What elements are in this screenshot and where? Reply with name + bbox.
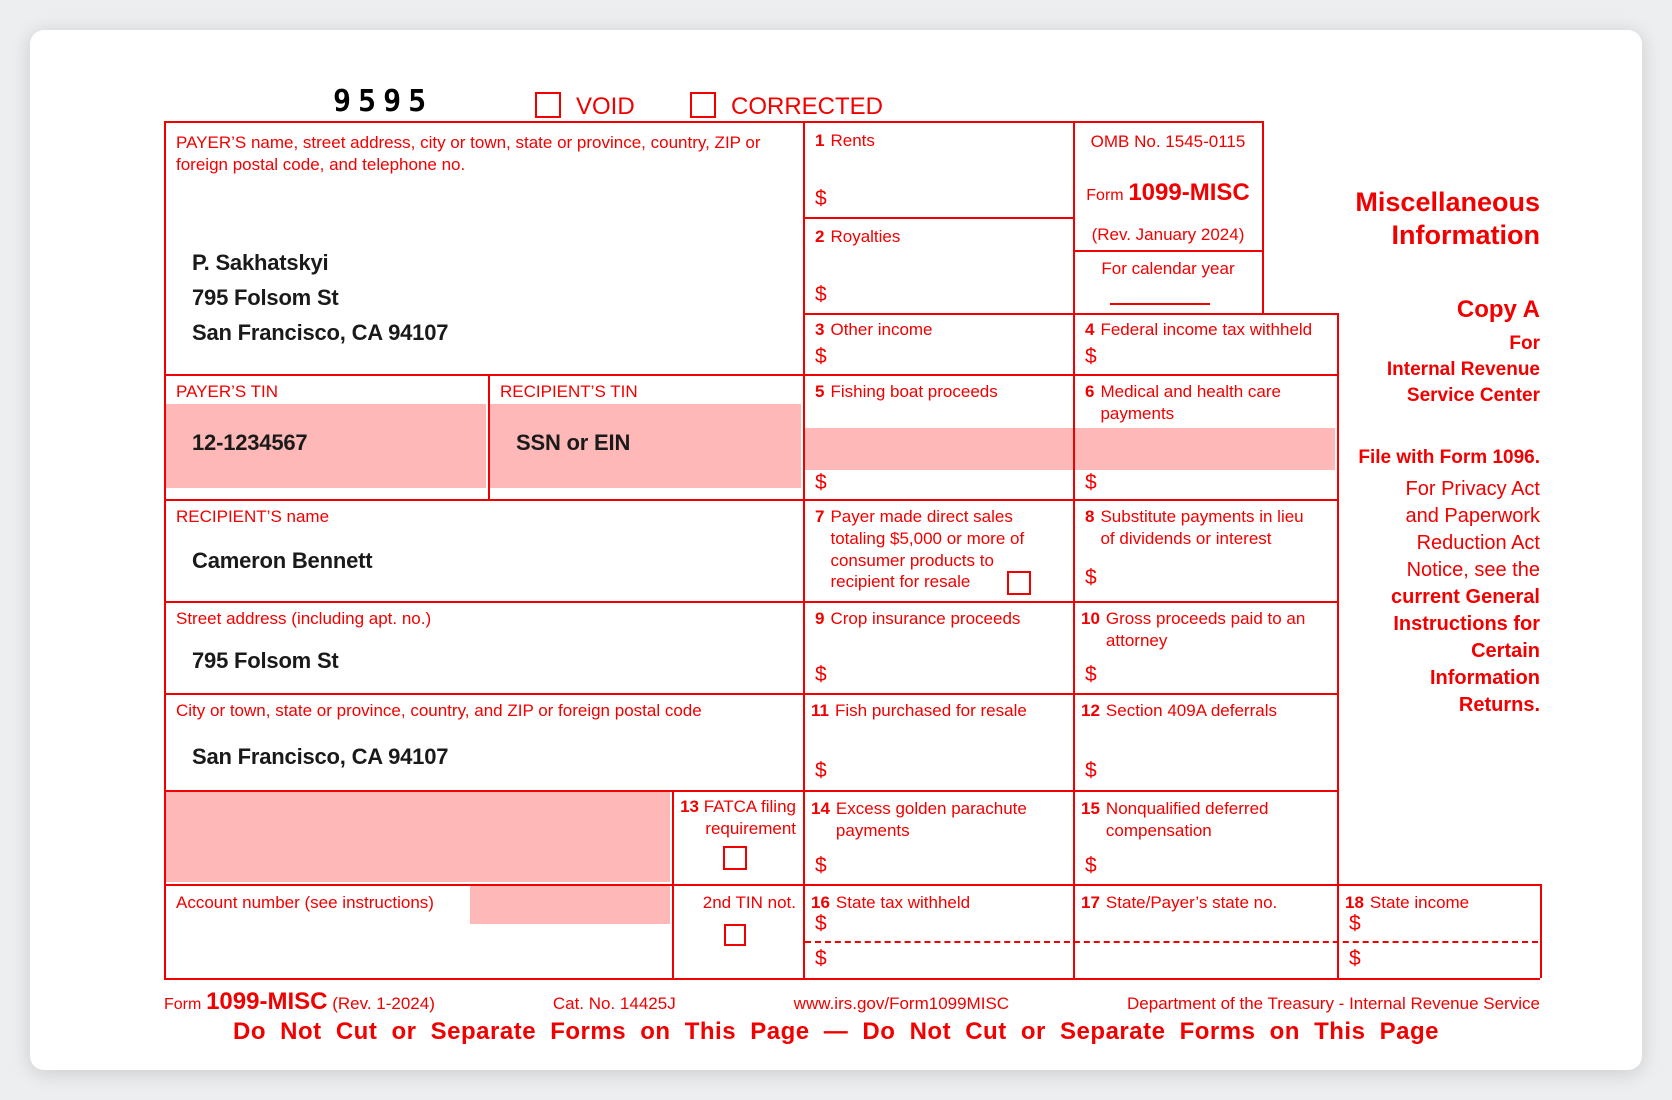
box16-label: 16 State tax withheld: [811, 893, 971, 912]
footer-url[interactable]: www.irs.gov/Form1099MISC: [793, 994, 1010, 1013]
file-with-form-1096: File with Form 1096.: [1358, 447, 1540, 468]
box1-label: 1 Rents: [815, 131, 875, 150]
grid-line: [164, 121, 166, 978]
recipient-name-value[interactable]: Cameron Bennett: [192, 548, 373, 573]
omb-number: OMB No. 1545-0115: [1090, 132, 1246, 151]
box16-amount-field-2[interactable]: $: [815, 947, 827, 970]
recipient-tin-value[interactable]: SSN or EIN: [516, 430, 631, 455]
box2-label: 2 Royalties: [815, 227, 901, 246]
box7-label: 7 Payer made direct sales totaling $5,000 or more of consumer products to recipient for resale: [815, 507, 1025, 592]
do-not-cut-warning: Do Not Cut or Separate Forms on This Page — Do Not Cut or Separate Forms on This Page: [233, 1018, 1439, 1045]
payer-tin-value[interactable]: 12-1234567: [192, 430, 308, 455]
grid-line: [803, 313, 1337, 315]
box14-amount-field[interactable]: $: [815, 854, 827, 877]
grid-line: [488, 374, 490, 499]
void-label: VOID: [576, 93, 635, 120]
recipient-city-label: City or town, state or province, country, and ZIP or foreign postal code: [176, 701, 702, 720]
grid-line: [672, 790, 674, 978]
payer-name-value[interactable]: P. Sakhatskyi: [192, 250, 329, 275]
grid-line: [164, 790, 1337, 792]
box14-label: 14 Excess golden parachute payments: [811, 799, 1027, 840]
box17-label: 17 State/Payer’s state no.: [1081, 893, 1278, 912]
payer-tin-label: PAYER’S TIN: [176, 382, 279, 401]
account-number-label: Account number (see instructions): [176, 893, 434, 912]
box15-amount-field[interactable]: $: [1085, 854, 1097, 877]
box9-label: 9 Crop insurance proceeds: [815, 609, 1021, 628]
box16-amount-field-1[interactable]: $: [815, 912, 827, 935]
form-number-block: Form 1099-MISC: [1086, 179, 1250, 206]
second-tin-checkbox[interactable]: [724, 924, 746, 946]
box18-amount-field-2[interactable]: $: [1349, 947, 1361, 970]
grid-line: [164, 121, 1262, 123]
copy-a-center-line2: Service Center: [1406, 385, 1540, 406]
box13-label: 13 FATCA filing requirement: [680, 797, 796, 838]
grid-line: [164, 884, 1540, 886]
grid-line: [164, 499, 1337, 501]
box11-amount-field[interactable]: $: [815, 759, 827, 782]
box11-label: 11 Fish purchased for resale: [811, 701, 1027, 720]
box18-label: 18 State income: [1345, 893, 1470, 912]
box9-amount-field[interactable]: $: [815, 663, 827, 686]
corrected-checkbox[interactable]: [690, 92, 716, 118]
grid-line: [1540, 884, 1542, 978]
box4-amount-field[interactable]: $: [1085, 345, 1097, 368]
state-row-dashed-line: [805, 941, 1538, 943]
copy-a-title: Copy A: [1456, 296, 1540, 323]
form-title: Miscellaneous Information: [1355, 187, 1540, 250]
grid-line: [1073, 250, 1262, 252]
box3-amount-field[interactable]: $: [815, 345, 827, 368]
box5-box6-highlight: [805, 428, 1335, 470]
payer-city-value[interactable]: San Francisco, CA 94107: [192, 320, 449, 345]
box2-amount-field[interactable]: $: [815, 283, 827, 306]
box6-amount-field[interactable]: $: [1085, 471, 1097, 494]
fatca-row-highlight: [166, 792, 670, 882]
box12-amount-field[interactable]: $: [1085, 759, 1097, 782]
footer-cat-no: Cat. No. 14425J: [552, 994, 676, 1013]
grid-line: [164, 601, 1337, 603]
box3-label: 3 Other income: [815, 320, 933, 339]
box12-label: 12 Section 409A deferrals: [1081, 701, 1277, 720]
box6-label: 6 Medical and health care payments: [1085, 382, 1281, 423]
fatca-checkbox[interactable]: [723, 846, 747, 870]
box10-amount-field[interactable]: $: [1085, 663, 1097, 686]
box10-label: 10 Gross proceeds paid to an attorney: [1081, 609, 1306, 650]
calendar-year-blank-line: [1110, 303, 1210, 305]
box4-label: 4 Federal income tax withheld: [1085, 320, 1313, 339]
box8-label: 8 Substitute payments in lieu of dividends or interest: [1085, 507, 1304, 548]
payer-info-label: PAYER’S name, street address, city or town, state or province, country, ZIP or foreign postal code, and telephone no.: [176, 133, 761, 174]
void-checkbox[interactable]: [535, 92, 561, 118]
privacy-act-notice: For Privacy Act and Paperwork Reduction Act Notice, see the current General Instructions for Certain Information Returns.: [1391, 478, 1540, 716]
corrected-label: CORRECTED: [731, 93, 884, 120]
grid-line: [1337, 313, 1339, 978]
account-number-highlight: [470, 886, 670, 924]
recipient-tin-label: RECIPIENT’S TIN: [500, 382, 638, 401]
box1-amount-field[interactable]: $: [815, 187, 827, 210]
calendar-year-label: For calendar year: [1101, 259, 1235, 278]
recipient-street-value[interactable]: 795 Folsom St: [192, 648, 339, 673]
footer: [164, 988, 1540, 1016]
grid-line: [164, 978, 1540, 980]
footer-form-id: Form 1099-MISC (Rev. 1-2024): [164, 988, 435, 1015]
box5-label: 5 Fishing boat proceeds: [815, 382, 998, 401]
recipient-name-label: RECIPIENT’S name: [176, 507, 330, 526]
form-revision: (Rev. January 2024): [1091, 225, 1245, 244]
box5-amount-field[interactable]: $: [815, 471, 827, 494]
payer-street-value[interactable]: 795 Folsom St: [192, 285, 339, 310]
second-tin-label: 2nd TIN not.: [702, 893, 796, 912]
box8-amount-field[interactable]: $: [1085, 566, 1097, 589]
footer-department: Department of the Treasury - Internal Revenue Service: [1127, 994, 1540, 1013]
recipient-city-value[interactable]: San Francisco, CA 94107: [192, 744, 449, 769]
grid-line: [164, 374, 1337, 376]
grid-line: [1073, 121, 1075, 978]
box7-direct-sales-checkbox[interactable]: [1007, 571, 1031, 595]
grid-line: [803, 217, 1073, 219]
copy-a-for: For: [1509, 333, 1540, 354]
copy-a-center-line1: Internal Revenue: [1386, 359, 1540, 380]
grid-line: [803, 121, 805, 978]
form-scan-code: 9595: [333, 84, 434, 119]
grid-line: [164, 693, 1337, 695]
box15-label: 15 Nonqualified deferred compensation: [1081, 799, 1269, 840]
recipient-street-label: Street address (including apt. no.): [176, 609, 432, 628]
box18-amount-field-1[interactable]: $: [1349, 912, 1361, 935]
